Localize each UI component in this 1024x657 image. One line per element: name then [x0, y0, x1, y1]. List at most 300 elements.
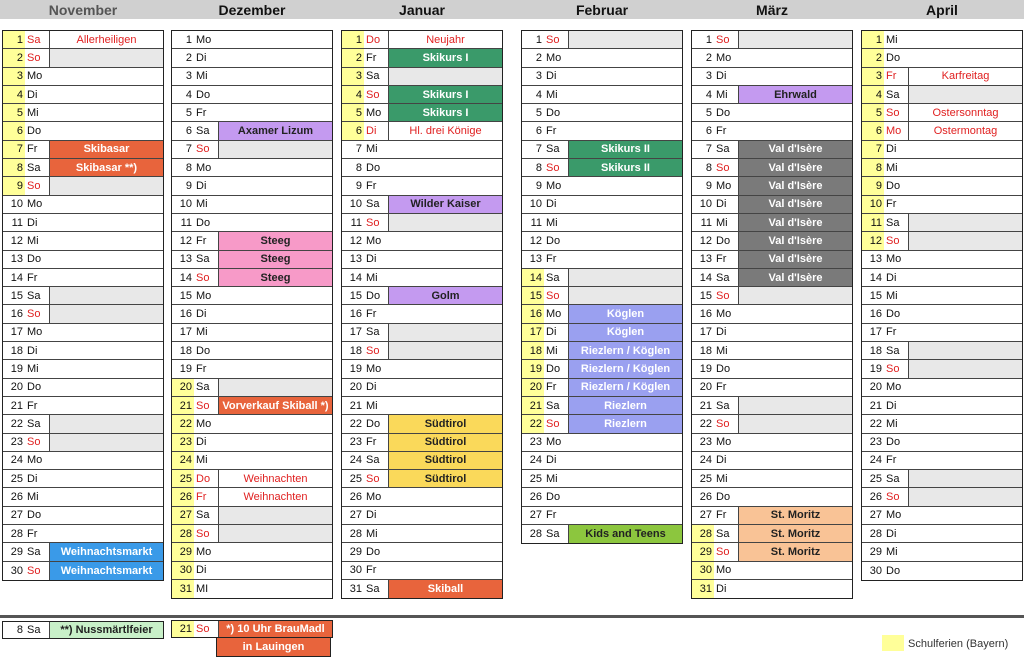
weekday-label: Do	[716, 234, 731, 247]
day-row	[172, 397, 332, 415]
empty-cell	[908, 177, 1022, 194]
day-row	[172, 525, 332, 543]
day-row	[862, 562, 1022, 580]
event-cell[interactable]: Wilder Kaiser	[388, 196, 502, 213]
day-row	[172, 269, 332, 287]
weekday-label: Do	[366, 161, 381, 174]
day-row	[692, 287, 852, 305]
day-row	[342, 214, 502, 232]
weekday-label: Do	[886, 180, 901, 193]
day-row	[862, 49, 1022, 67]
day-number: 20	[10, 381, 23, 394]
day-row	[522, 159, 682, 177]
weekday-label: Di	[546, 70, 557, 83]
weekday-label: Mi	[196, 454, 208, 467]
event-cell[interactable]: Riezlern / Köglen	[568, 360, 682, 377]
empty-cell	[908, 141, 1022, 158]
empty-cell	[49, 360, 163, 377]
empty-cell	[568, 49, 682, 66]
weekday-label: Di	[366, 253, 377, 266]
weekday-label: Fr	[366, 51, 377, 64]
day-row	[692, 141, 852, 159]
footnote-1	[171, 620, 333, 657]
day-row	[522, 68, 682, 86]
empty-cell	[49, 434, 163, 451]
empty-cell	[218, 177, 332, 194]
empty-cell	[218, 159, 332, 176]
event-cell[interactable]: Ostersonntag	[908, 104, 1022, 121]
weekday-label: Do	[366, 33, 381, 46]
weekday-label: Sa	[366, 454, 380, 467]
day-row	[862, 122, 1022, 140]
day-row	[522, 104, 682, 122]
event-cell[interactable]: Neujahr	[388, 31, 502, 48]
weekday-label: Sa	[886, 344, 900, 357]
day-row	[172, 562, 332, 580]
weekday-label: Fr	[196, 234, 207, 247]
day-number: 13	[529, 253, 542, 266]
event-cell[interactable]: Südtirol	[388, 452, 502, 469]
day-row	[522, 452, 682, 470]
weekday-label: Di	[27, 88, 38, 101]
day-number: 4	[3, 86, 25, 103]
day-number: 6	[342, 122, 364, 139]
weekday-label: Di	[366, 509, 377, 522]
weekday-label: Mo	[716, 436, 732, 449]
event-cell[interactable]: Südtirol	[388, 470, 502, 487]
event-cell[interactable]: Weihnachten	[218, 488, 332, 505]
weekday-label: Sa	[27, 545, 41, 558]
empty-cell	[908, 159, 1022, 176]
day-row	[342, 305, 502, 323]
day-row	[3, 470, 163, 488]
month-title-4: März	[756, 2, 788, 18]
weekday-label: Mo	[27, 326, 43, 339]
event-cell[interactable]: Skikurs II	[568, 141, 682, 158]
weekday-label: Mi	[886, 289, 898, 302]
day-row	[342, 122, 502, 140]
day-number: 24	[10, 454, 23, 467]
day-row	[3, 434, 163, 452]
event-cell[interactable]: Val d'Isère	[738, 177, 852, 194]
event-cell[interactable]: Weihnachten	[218, 470, 332, 487]
weekday-label: Sa	[196, 125, 210, 138]
day-row	[172, 232, 332, 250]
event-cell[interactable]: Ehrwald	[738, 86, 852, 103]
empty-cell	[568, 251, 682, 268]
day-row	[862, 141, 1022, 159]
day-number: 27	[529, 509, 542, 522]
weekday-label: Di	[27, 472, 38, 485]
day-number: 8	[3, 159, 25, 176]
day-number: 12	[699, 234, 712, 247]
weekday-label: Sa	[716, 271, 730, 284]
day-row	[862, 251, 1022, 269]
day-row	[522, 86, 682, 104]
weekday-label: Fr	[196, 362, 207, 375]
empty-cell	[218, 214, 332, 231]
day-row	[172, 251, 332, 269]
day-row	[692, 269, 852, 287]
event-cell[interactable]: Val d'Isère	[738, 214, 852, 231]
month-column	[861, 30, 1023, 581]
event-cell[interactable]: Skikurs I	[388, 86, 502, 103]
weekday-label: So	[27, 564, 41, 577]
event-cell[interactable]: Weihnachtsmarkt	[49, 543, 163, 560]
day-row	[342, 324, 502, 342]
day-number: 13	[699, 253, 712, 266]
weekday-label: Fr	[716, 509, 727, 522]
event-cell[interactable]: Riezlern	[568, 415, 682, 432]
empty-cell	[568, 488, 682, 505]
day-number: 1	[342, 31, 364, 48]
event-cell[interactable]: Allerheiligen	[49, 31, 163, 48]
day-row	[172, 122, 332, 140]
month-title-3: Februar	[575, 2, 629, 18]
weekday-label: So	[27, 51, 41, 64]
day-row	[342, 31, 502, 49]
weekday-label: Mi	[27, 362, 39, 375]
weekday-label: Mo	[196, 33, 212, 46]
weekday-label: Sa	[546, 528, 560, 541]
day-number: 29	[10, 545, 23, 558]
empty-cell	[218, 342, 332, 359]
day-number: 23	[10, 436, 23, 449]
event-cell[interactable]: Köglen	[568, 305, 682, 322]
event-cell[interactable]: Skikurs I	[388, 104, 502, 121]
day-number: 7	[862, 141, 884, 158]
day-number: 7	[705, 143, 712, 156]
event-cell[interactable]: Val d'Isère	[738, 159, 852, 176]
empty-cell	[218, 68, 332, 85]
empty-cell	[738, 415, 852, 432]
weekday-label: Sa	[366, 70, 380, 83]
day-row	[342, 196, 502, 214]
empty-cell	[738, 580, 852, 598]
weekday-label: Do	[886, 564, 901, 577]
empty-cell	[738, 360, 852, 377]
event-cell[interactable]: Golm	[388, 287, 502, 304]
empty-cell	[908, 452, 1022, 469]
day-row	[522, 269, 682, 287]
day-number: 5	[342, 104, 364, 121]
day-row	[172, 196, 332, 214]
event-cell[interactable]: Val d'Isère	[738, 232, 852, 249]
event-cell[interactable]: Südtirol	[388, 434, 502, 451]
day-number: 16	[10, 308, 23, 321]
day-row	[692, 397, 852, 415]
month-title-5: April	[926, 2, 958, 18]
day-row	[172, 49, 332, 67]
event-cell[interactable]: Skikurs II	[568, 159, 682, 176]
empty-cell	[388, 232, 502, 249]
weekday-label: Sa	[716, 399, 730, 412]
empty-cell	[908, 251, 1022, 268]
day-row	[342, 415, 502, 433]
day-number: 9	[862, 177, 884, 194]
weekday-label: Di	[196, 51, 207, 64]
day-number: 9	[355, 180, 362, 193]
day-row	[692, 562, 852, 580]
day-number: 23	[172, 434, 194, 451]
weekday-label: Fr	[27, 399, 38, 412]
day-row	[342, 360, 502, 378]
weekday-label: So	[27, 180, 41, 193]
weekday-label: Di	[716, 70, 727, 83]
empty-cell	[49, 397, 163, 414]
day-row	[172, 31, 332, 49]
day-row	[3, 360, 163, 378]
weekday-label: Fr	[886, 454, 897, 467]
day-row	[3, 342, 163, 360]
event-cell[interactable]: Vorverkauf Skiball *)	[218, 397, 332, 414]
footnote-text: *) 10 Uhr BrauMadl	[218, 621, 332, 637]
event-cell[interactable]: Val d'Isère	[738, 196, 852, 213]
month-column	[691, 30, 853, 599]
day-number: 13	[179, 253, 192, 266]
empty-cell	[908, 49, 1022, 66]
weekday-label: Do	[27, 509, 42, 522]
event-cell[interactable]: Ostermontag	[908, 122, 1022, 139]
weekday-label: Di	[196, 308, 207, 321]
empty-cell	[49, 525, 163, 542]
weekday-label: Mi	[716, 216, 728, 229]
event-cell[interactable]: Köglen	[568, 324, 682, 341]
day-row	[3, 379, 163, 397]
weekday-label: Mi	[196, 198, 208, 211]
event-cell[interactable]: Riezlern / Köglen	[568, 342, 682, 359]
day-number: 28	[692, 525, 714, 542]
day-row	[862, 68, 1022, 86]
day-number: 9	[3, 177, 25, 194]
day-number: 27	[349, 509, 362, 522]
empty-cell	[568, 470, 682, 487]
event-cell[interactable]: St. Moritz	[738, 507, 852, 524]
event-cell[interactable]: St. Moritz	[738, 525, 852, 542]
footnote-day-number: 8	[16, 624, 23, 637]
day-number: 22	[10, 417, 23, 430]
empty-cell	[218, 86, 332, 103]
empty-cell	[568, 507, 682, 524]
day-row	[3, 543, 163, 561]
day-number: 18	[522, 342, 544, 359]
event-cell[interactable]: Steeg	[218, 251, 332, 268]
event-cell[interactable]: Steeg	[218, 269, 332, 286]
day-row	[522, 232, 682, 250]
event-cell[interactable]: Axamer Lizum	[218, 122, 332, 139]
weekday-label: Di	[196, 564, 207, 577]
day-number: 24	[869, 454, 882, 467]
weekday-label: Mi	[366, 399, 378, 412]
day-number: 26	[699, 491, 712, 504]
day-row	[342, 104, 502, 122]
day-row	[522, 251, 682, 269]
event-cell[interactable]: Karfreitag	[908, 68, 1022, 85]
day-number: 27	[869, 509, 882, 522]
day-row	[172, 452, 332, 470]
day-number: 23	[699, 436, 712, 449]
empty-cell	[218, 141, 332, 158]
day-row	[3, 122, 163, 140]
day-number: 4	[342, 86, 364, 103]
weekday-label: So	[196, 527, 210, 540]
weekday-label: Do	[196, 216, 211, 229]
month-column	[2, 30, 164, 581]
day-number: 3	[705, 70, 712, 83]
day-row	[692, 31, 852, 49]
weekday-label: So	[546, 289, 560, 302]
weekday-label: Fr	[196, 106, 207, 119]
day-number: 24	[349, 454, 362, 467]
day-row	[172, 470, 332, 488]
day-number: 26	[172, 488, 194, 505]
weekday-label: Mi	[546, 472, 558, 485]
empty-cell	[568, 68, 682, 85]
event-cell[interactable]: Val d'Isère	[738, 269, 852, 286]
empty-cell	[218, 434, 332, 451]
weekday-label: Mi	[546, 344, 558, 357]
weekday-label: Mi	[716, 472, 728, 485]
month-column	[521, 30, 683, 544]
day-number: 10	[349, 198, 362, 211]
weekday-label: So	[27, 436, 41, 449]
weekday-label: Do	[196, 344, 211, 357]
day-row	[692, 159, 852, 177]
day-number: 6	[3, 122, 25, 139]
empty-cell	[388, 251, 502, 268]
day-row	[3, 141, 163, 159]
day-number: 15	[349, 289, 362, 302]
weekday-label: Fr	[546, 381, 557, 394]
empty-cell	[568, 214, 682, 231]
day-number: 9	[535, 180, 542, 193]
day-number: 30	[172, 562, 194, 579]
empty-cell	[388, 397, 502, 414]
day-row	[342, 141, 502, 159]
day-number: 9	[705, 180, 712, 193]
day-row	[862, 507, 1022, 525]
event-cell[interactable]: Skiball	[388, 580, 502, 598]
day-number: 31	[172, 580, 194, 598]
month-title-2: Januar	[399, 2, 445, 18]
day-row	[3, 31, 163, 49]
event-cell[interactable]: Skibasar	[49, 141, 163, 158]
day-number: 10	[179, 198, 192, 211]
day-number: 16	[349, 308, 362, 321]
weekday-label: Di	[196, 436, 207, 449]
day-number: 13	[869, 253, 882, 266]
event-cell[interactable]: Riezlern	[568, 397, 682, 414]
day-number: 14	[349, 271, 362, 284]
weekday-label: Mo	[716, 51, 732, 64]
empty-cell	[49, 507, 163, 524]
event-cell[interactable]: Skikurs I	[388, 49, 502, 66]
day-number: 21	[349, 399, 362, 412]
day-number: 14	[699, 271, 712, 284]
day-number: 7	[535, 143, 542, 156]
day-number: 22	[522, 415, 544, 432]
day-row	[692, 232, 852, 250]
day-row	[522, 434, 682, 452]
event-cell[interactable]: Steeg	[218, 232, 332, 249]
event-cell[interactable]: Val d'Isère	[738, 251, 852, 268]
day-number: 30	[869, 564, 882, 577]
day-row	[522, 196, 682, 214]
empty-cell	[49, 470, 163, 487]
empty-cell	[388, 488, 502, 505]
day-number: 14	[179, 271, 192, 284]
weekday-label: Mi	[546, 216, 558, 229]
day-number: 19	[522, 360, 544, 377]
weekday-label: Do	[886, 51, 901, 64]
day-number: 23	[529, 436, 542, 449]
day-number: 5	[705, 106, 712, 119]
day-number: 20	[522, 379, 544, 396]
day-row	[692, 470, 852, 488]
event-cell[interactable]: Weihnachtsmarkt	[49, 562, 163, 580]
empty-cell	[218, 580, 332, 598]
empty-cell	[738, 488, 852, 505]
day-row	[862, 434, 1022, 452]
day-number: 10	[699, 198, 712, 211]
empty-cell	[568, 287, 682, 304]
day-row	[342, 580, 502, 598]
event-cell[interactable]: Skibasar **)	[49, 159, 163, 176]
event-cell[interactable]: Südtirol	[388, 415, 502, 432]
event-cell[interactable]: Val d'Isère	[738, 141, 852, 158]
event-cell[interactable]: Hl. drei Könige	[388, 122, 502, 139]
empty-cell	[908, 86, 1022, 103]
day-row	[692, 251, 852, 269]
empty-cell	[908, 470, 1022, 487]
day-number: 27	[10, 509, 23, 522]
day-row	[3, 177, 163, 195]
weekday-label: Do	[886, 308, 901, 321]
day-row	[692, 49, 852, 67]
day-row	[3, 232, 163, 250]
day-row	[692, 324, 852, 342]
day-number: 31	[692, 580, 714, 598]
day-number: 17	[869, 326, 882, 339]
day-number: 16	[699, 308, 712, 321]
weekday-label: Fr	[886, 198, 897, 211]
empty-cell	[908, 31, 1022, 48]
day-number: 5	[535, 106, 542, 119]
day-number: 1	[3, 31, 25, 48]
weekday-label: Mo	[366, 491, 382, 504]
empty-cell	[49, 214, 163, 231]
day-row	[172, 141, 332, 159]
day-number: 2	[185, 51, 192, 64]
event-cell[interactable]: Kids and Teens	[568, 525, 682, 543]
weekday-label: Mo	[546, 436, 562, 449]
day-number: 25	[349, 472, 362, 485]
day-number: 15	[10, 289, 23, 302]
empty-cell	[218, 324, 332, 341]
weekday-label: Sa	[27, 161, 41, 174]
day-row	[692, 488, 852, 506]
day-row	[522, 305, 682, 323]
event-cell[interactable]: St. Moritz	[738, 543, 852, 560]
day-number: 31	[349, 583, 362, 596]
weekday-label: Sa	[716, 527, 730, 540]
day-number: 22	[699, 417, 712, 430]
event-cell[interactable]: Riezlern / Köglen	[568, 379, 682, 396]
weekday-label: Sa	[27, 289, 41, 302]
weekday-label: Mo	[886, 509, 902, 522]
empty-cell	[49, 251, 163, 268]
day-row	[172, 507, 332, 525]
